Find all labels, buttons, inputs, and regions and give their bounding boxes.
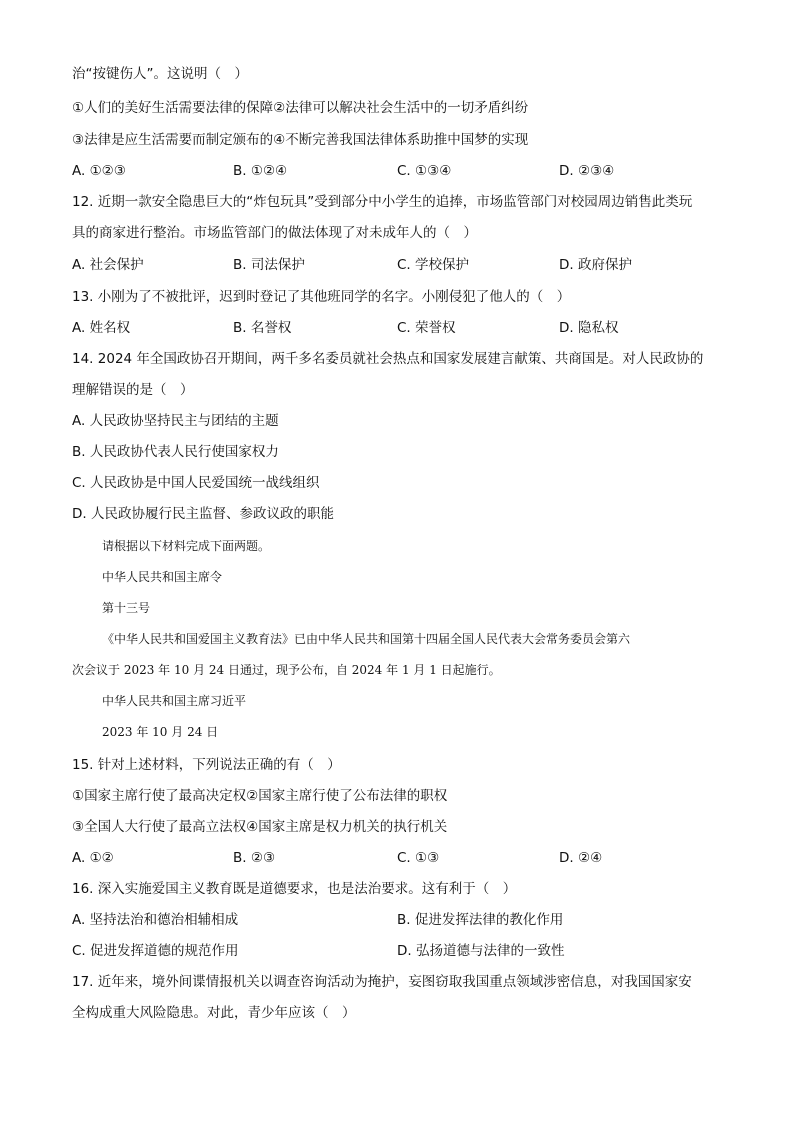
q11-stem-tail: 治“按键伤人”。这说明（ ） (72, 66, 248, 82)
q14-stem-line-2: 理解错误的是（ ） (72, 382, 194, 398)
q12-option-a: A. 社会保护 (72, 257, 144, 273)
q12-option-d: D. 政府保护 (559, 257, 632, 273)
q14-option-a: A. 人民政协坚持民主与团结的主题 (72, 413, 279, 429)
q15-statements-3-4: ③全国人大行使了最高立法权④国家主席是权力机关的执行机关 (72, 819, 448, 835)
q11-option-a: A. ①②③ (72, 163, 126, 179)
material-order-number: 第十三号 (102, 601, 151, 615)
q11-option-d: D. ②③④ (559, 163, 615, 179)
q15-option-a: A. ①② (72, 850, 114, 866)
q11-statements-1-2: ①人们的美好生活需要法律的保障②法律可以解决社会生活中的一切矛盾纠纷 (72, 100, 529, 116)
q11-option-c: C. ①③④ (397, 163, 452, 179)
q16-option-c: C. 促进发挥道德的规范作用 (72, 943, 239, 959)
q15-option-d: D. ②④ (559, 850, 603, 866)
q17-stem-line-2: 全构成重大风险隐患。对此，青少年应该（ ） (72, 1005, 356, 1021)
material-body-line-1: 《中华人民共和国爱国主义教育法》已由中华人民共和国第十四届全国人民代表大会常务委员会第六 (102, 632, 631, 646)
q14-option-c: C. 人民政协是中国人民爱国统一战线组织 (72, 475, 320, 491)
q12-option-b: B. 司法保护 (233, 257, 305, 273)
q15-stem: 15. 针对上述材料，下列说法正确的有（ ） (72, 757, 341, 773)
q12-option-c: C. 学校保护 (397, 257, 470, 273)
material-signature: 中华人民共和国主席习近平 (102, 694, 247, 708)
q13-option-b: B. 名誉权 (233, 320, 292, 336)
q13-option-d: D. 隐私权 (559, 320, 619, 336)
q16-option-d: D. 弘扬道德与法律的一致性 (397, 943, 565, 959)
q14-stem-line-1: 14. 2024 年全国政协召开期间，两千多名委员就社会热点和国家发展建言献策、共商国是。对人民政协的 (72, 351, 704, 367)
q16-stem: 16. 深入实施爱国主义教育既是道德要求，也是法治要求。这有利于（ ） (72, 881, 517, 897)
q16-option-a: A. 坚持法治和德治相辅相成 (72, 912, 239, 928)
q12-stem-line-1: 12. 近期一款安全隐患巨大的“炸包玩具”受到部分中小学生的追捧，市场监管部门对校园周边销售此类玩 (72, 194, 693, 210)
q13-stem: 13. 小刚为了不被批评，迟到时登记了其他班同学的名字。小刚侵犯了他人的（ ） (72, 289, 571, 305)
q15-statements-1-2: ①国家主席行使了最高决定权②国家主席行使了公布法律的职权 (72, 788, 448, 804)
q11-statements-3-4: ③法律是应生活需要而制定颁布的④不断完善我国法律体系助推中国梦的实现 (72, 132, 529, 148)
q13-option-a: A. 姓名权 (72, 320, 131, 336)
q12-stem-line-2: 具的商家进行整治。市场监管部门的做法体现了对未成年人的（ ） (72, 225, 477, 241)
material-intro: 请根据以下材料完成下面两题。 (102, 539, 271, 553)
q16-option-b: B. 促进发挥法律的教化作用 (397, 912, 564, 928)
q15-option-b: B. ②③ (233, 850, 276, 866)
q13-option-c: C. 荣誉权 (397, 320, 456, 336)
material-order-title: 中华人民共和国主席令 (102, 570, 223, 584)
q11-option-b: B. ①②④ (233, 163, 288, 179)
q14-option-b: B. 人民政协代表人民行使国家权力 (72, 444, 279, 460)
q17-stem-line-1: 17. 近年来，境外间谍情报机关以调查咨询活动为掩护，妄图窃取我国重点领域涉密信息，对我国国家安 (72, 974, 692, 990)
q15-option-c: C. ①③ (397, 850, 440, 866)
material-body-line-2: 次会议于 2023 年 10 月 24 日通过，现予公布，自 2024 年 1 月 1 日起施行。 (72, 663, 501, 677)
material-date: 2023 年 10 月 24 日 (102, 725, 219, 739)
q14-option-d: D. 人民政协履行民主监督、参政议政的职能 (72, 506, 334, 522)
